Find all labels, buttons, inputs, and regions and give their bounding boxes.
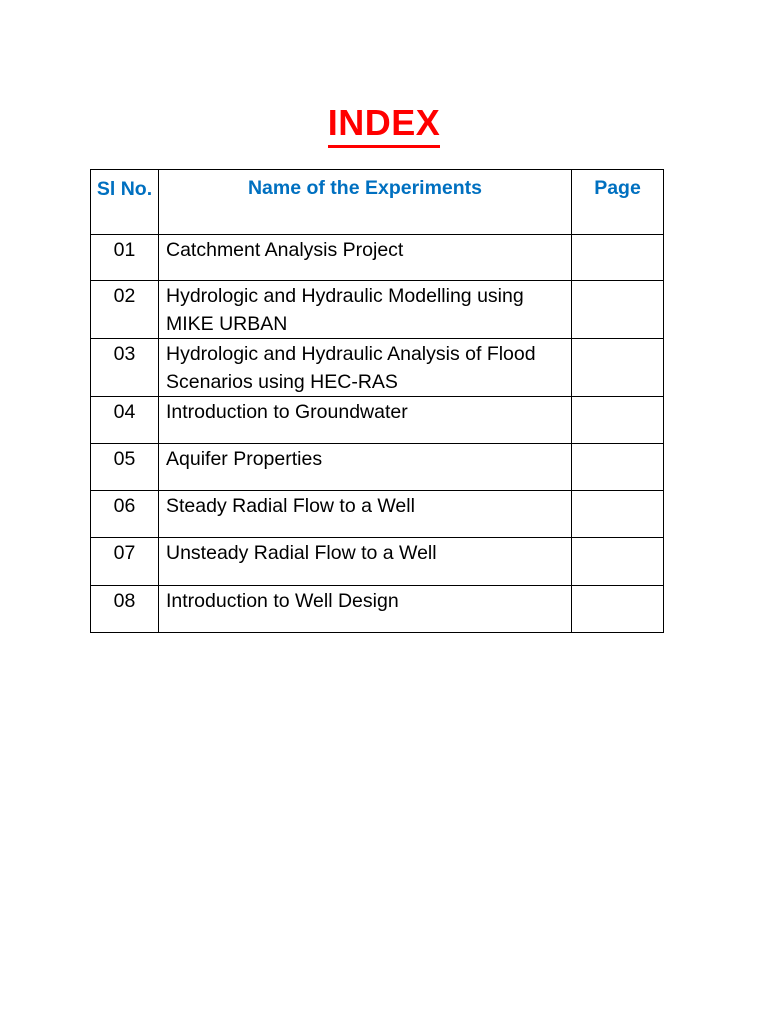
header-name — [159, 170, 572, 235]
page-cell — [572, 444, 664, 491]
experiment-name: Catchment Analysis Project — [166, 239, 404, 261]
table-row — [91, 491, 664, 538]
page-cell — [572, 339, 664, 397]
table-row — [91, 397, 664, 444]
experiment-name: Hydrologic and Hydraulic Modelling using MIKE URBAN — [166, 285, 524, 335]
sl-value: 07 — [113, 542, 136, 564]
name-cell — [159, 538, 572, 586]
name-cell — [159, 491, 572, 538]
sl-value: 08 — [113, 590, 136, 612]
sl-value: 03 — [113, 343, 136, 365]
experiment-name: Introduction to Well Design — [166, 590, 399, 612]
sl-cell — [91, 235, 159, 281]
experiment-name: Unsteady Radial Flow to a Well — [166, 542, 437, 564]
sl-cell — [91, 281, 159, 339]
page-cell — [572, 397, 664, 444]
experiment-name: Steady Radial Flow to a Well — [166, 495, 415, 517]
header-name-label: Name of the Experiments — [247, 177, 483, 199]
sl-value: 05 — [113, 448, 136, 470]
name-cell — [159, 397, 572, 444]
page-value — [572, 444, 663, 445]
sl-value: 01 — [113, 239, 136, 261]
experiment-name: Introduction to Groundwater — [166, 401, 408, 423]
header-page-label: Page — [594, 177, 641, 199]
experiment-name: Hydrologic and Hydraulic Analysis of Flood Scenarios using HEC-RAS — [166, 343, 536, 393]
name-cell — [159, 586, 572, 633]
page-value — [572, 586, 663, 587]
page-title — [0, 98, 768, 148]
table-row — [91, 235, 664, 281]
sl-cell — [91, 397, 159, 444]
page-cell — [572, 491, 664, 538]
sl-cell — [91, 538, 159, 586]
page-value — [572, 235, 663, 236]
sl-cell — [91, 444, 159, 491]
table-header-row — [91, 170, 664, 235]
sl-value: 06 — [113, 495, 136, 517]
table-row — [91, 538, 664, 586]
page-cell — [572, 235, 664, 281]
page-value — [572, 281, 663, 282]
sl-value: 02 — [113, 285, 136, 307]
name-cell — [159, 339, 572, 397]
index-table — [90, 169, 664, 633]
index-heading: INDEX — [328, 101, 441, 148]
experiment-name: Aquifer Properties — [166, 448, 323, 470]
page-cell — [572, 538, 664, 586]
header-page — [572, 170, 664, 235]
page-value — [572, 491, 663, 492]
page-value — [572, 339, 663, 340]
page-cell — [572, 281, 664, 339]
sl-value: 04 — [113, 401, 136, 423]
sl-cell — [91, 491, 159, 538]
sl-cell — [91, 586, 159, 633]
name-cell — [159, 235, 572, 281]
page-value — [572, 397, 663, 398]
table-row — [91, 444, 664, 491]
table-row — [91, 339, 664, 397]
name-cell — [159, 444, 572, 491]
page-value — [572, 538, 663, 539]
page-cell — [572, 586, 664, 633]
header-sl-no-label: Sl No. — [96, 178, 153, 200]
sl-cell — [91, 339, 159, 397]
table-row — [91, 586, 664, 633]
header-sl-no — [91, 170, 159, 235]
table-row — [91, 281, 664, 339]
name-cell — [159, 281, 572, 339]
